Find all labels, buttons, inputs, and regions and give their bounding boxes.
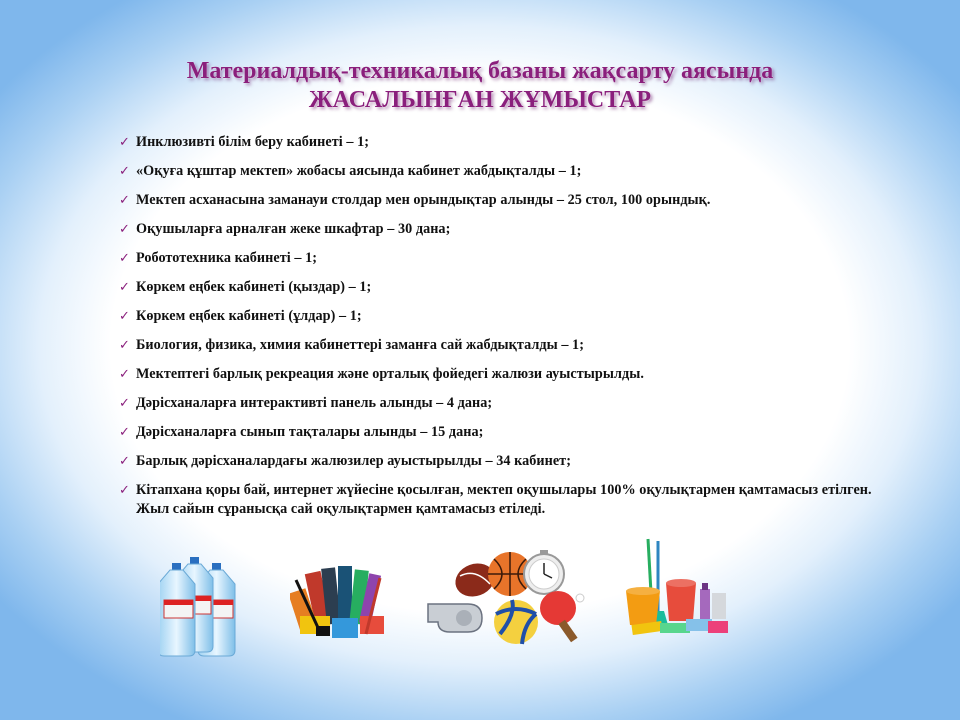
title-line-1: Материалдық-техникалық базаны жақсарту аясында — [186, 58, 774, 84]
checkmark-icon: ✓ — [119, 454, 130, 469]
list-item-text: Көркем еңбек кабинеті (қыздар) – 1; — [136, 279, 372, 295]
list-item — [119, 162, 879, 181]
checkmark-icon: ✓ — [119, 193, 130, 208]
list-item-text: Мектеп асханасына заманауи столдар мен орындықтар алынды – 25 стол, 100 орындық. — [136, 192, 711, 208]
list-item-text: Барлық дәрісханалардағы жалюзилер ауыстырылды – 34 кабинет; — [136, 453, 571, 469]
title-line-2: ЖАСАЛЫНҒАН ЖҰМЫСТАР — [308, 87, 652, 113]
checkmark-icon: ✓ — [119, 222, 130, 237]
list-item — [119, 481, 879, 519]
list-item-text: Биология, физика, химия кабинеттері заманға сай жабдықталды – 1; — [136, 337, 584, 353]
list-item-text: Дәрісханаларға интерактивті панель алынды – 4 дана; — [136, 395, 493, 411]
list-item — [119, 365, 879, 384]
list-item — [119, 423, 879, 442]
checkmark-icon: ✓ — [119, 251, 130, 266]
list-item — [119, 191, 879, 210]
checkmark-icon: ✓ — [119, 367, 130, 382]
list-item — [119, 220, 879, 239]
works-list — [119, 133, 879, 529]
list-item-text: Инклюзивті білім беру кабинеті – 1; — [136, 134, 369, 150]
list-item — [119, 133, 879, 152]
checkmark-icon: ✓ — [119, 164, 130, 179]
list-item-text: Робототехника кабинеті – 1; — [136, 250, 317, 266]
checkmark-icon: ✓ — [119, 483, 130, 498]
checkmark-icon: ✓ — [119, 396, 130, 411]
list-item — [119, 307, 879, 326]
list-item-text: Мектептегі барлық рекреация және орталық фойедегі жалюзи ауыстырылды. — [136, 366, 644, 382]
list-item-text: Дәрісханаларға сынып тақталары алынды – 15 дана; — [136, 424, 484, 440]
checkmark-icon: ✓ — [119, 280, 130, 295]
list-item — [119, 278, 879, 297]
list-item-text: Көркем еңбек кабинеті (ұлдар) – 1; — [136, 308, 362, 324]
list-item-text: «Оқуға құштар мектеп» жобасы аясында кабинет жабдықталды – 1; — [136, 163, 582, 179]
stationery-icon — [290, 560, 390, 642]
checkmark-icon: ✓ — [119, 135, 130, 150]
list-item — [119, 452, 879, 471]
checkmark-icon: ✓ — [119, 425, 130, 440]
list-item-text: Кітапхана қоры бай, интернет жүйесіне қосылған, мектеп оқушылары 100% оқулықтармен қамтамасыз етілген. Жыл сайын сұранысқа сай оқулықтармен қамтамасыз етіледі. — [136, 482, 872, 517]
checkmark-icon: ✓ — [119, 338, 130, 353]
list-item — [119, 249, 879, 268]
list-item — [119, 394, 879, 413]
sports-equipment-icon — [420, 538, 590, 650]
list-item-text: Оқушыларға арналған жеке шкафтар – 30 дана; — [136, 221, 451, 237]
list-item — [119, 336, 879, 355]
checkmark-icon: ✓ — [119, 309, 130, 324]
page-title — [80, 57, 880, 115]
cleaning-supplies-icon — [622, 535, 734, 643]
water-bottles-icon — [160, 555, 246, 657]
